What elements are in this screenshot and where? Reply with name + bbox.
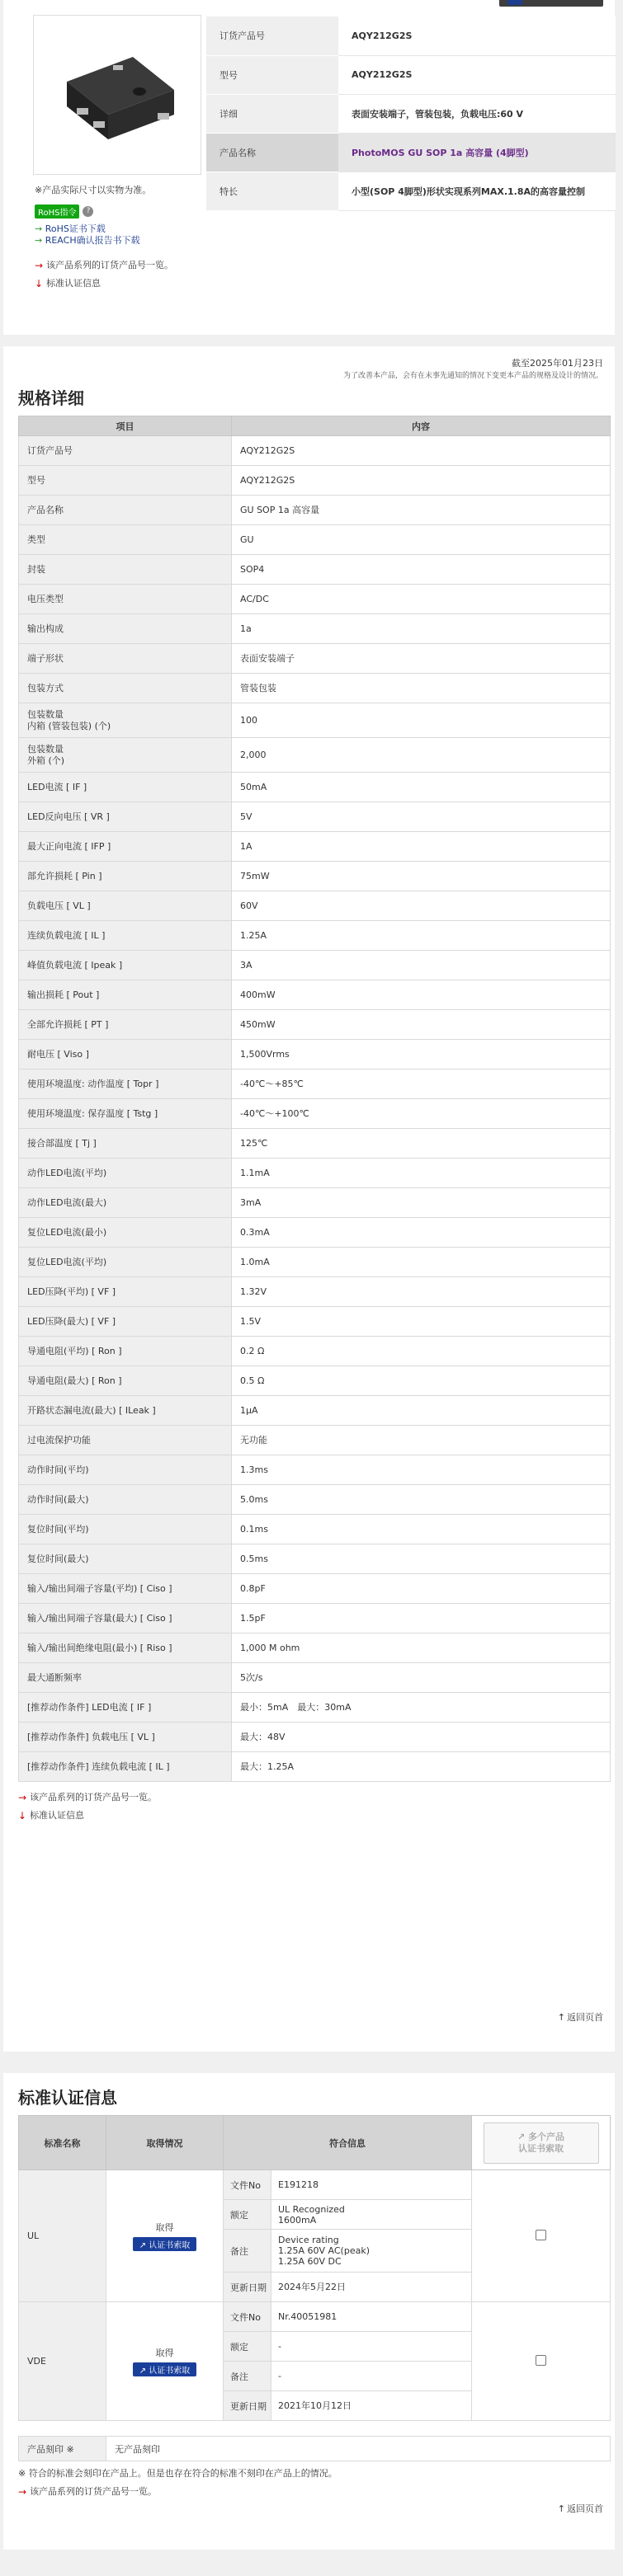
- cert-info-value: 2021年10月12日: [271, 2391, 472, 2421]
- spec-note: 为了改善本产品，会有在未事先通知的情况下变更本产品的规格及设计的情况。: [342, 372, 603, 380]
- spec-row: [19, 1040, 611, 1069]
- spec-row: [19, 1604, 611, 1634]
- spec-value: AQY212G2S: [232, 466, 611, 496]
- spec-label: 端子形状: [19, 644, 232, 674]
- spec-row: [19, 1485, 611, 1515]
- spec-value: SOP4: [232, 555, 611, 585]
- spec-value: 400mW: [232, 980, 611, 1010]
- spec-label: 复位LED电流(平均): [19, 1248, 232, 1277]
- spec-label: [推荐动作条件] 负载电压 [ VL ]: [19, 1723, 232, 1752]
- cert-name: UL: [19, 2170, 106, 2302]
- spec-value: 无功能: [232, 1426, 611, 1455]
- spec-value: 表面安装端子: [232, 644, 611, 674]
- spec-row: [19, 1723, 611, 1752]
- cert-info-value: -: [271, 2362, 472, 2391]
- cert-status-text: 取得: [155, 2222, 174, 2233]
- summary-label: 特长: [206, 172, 338, 210]
- spec-row: [19, 738, 611, 773]
- spec-row: [19, 1129, 611, 1159]
- spec-value: 0.2 Ω: [232, 1337, 611, 1366]
- spec-row: [19, 525, 611, 555]
- series-list-link[interactable]: → 该产品系列的订货产品号一览。: [35, 256, 198, 275]
- summary-label: 详细: [206, 94, 338, 133]
- spec-label: 型号: [19, 466, 232, 496]
- relay-chip-image: [34, 16, 202, 176]
- spec-value: 1,000 M ohm: [232, 1634, 611, 1663]
- spec-row: [19, 1069, 611, 1099]
- spec-value: GU SOP 1a 高容量: [232, 496, 611, 525]
- cert-info-value: E191218: [271, 2170, 472, 2200]
- external-link-icon: ↗: [139, 2367, 149, 2376]
- arrow-right-icon: →: [18, 2486, 27, 2498]
- download-links: [35, 223, 198, 247]
- back-to-top-link[interactable]: ↑ 返回页首: [557, 2503, 603, 2514]
- spec-value: 最小：5mA 最大：30mA: [232, 1693, 611, 1723]
- spec-label: 动作时间(平均): [19, 1455, 232, 1485]
- summary-label: 订货产品号: [206, 16, 338, 55]
- spec-value: 50mA: [232, 773, 611, 802]
- arrow-right-icon: →: [35, 260, 44, 271]
- cert-info-label: 额定: [224, 2332, 271, 2362]
- cert-header-info: 符合信息: [224, 2116, 472, 2170]
- spec-row: [19, 921, 611, 951]
- cert-status-text: 取得: [155, 2348, 174, 2358]
- spec-value: 1.25A: [232, 921, 611, 951]
- spec-label: 订货产品号: [19, 436, 232, 466]
- spec-label: 开路状态漏电流(最大) [ ILeak ]: [19, 1396, 232, 1426]
- product-links: [35, 256, 198, 293]
- spec-label: LED压降(平均) [ VF ]: [19, 1277, 232, 1307]
- spec-value: AQY212G2S: [232, 436, 611, 466]
- summary-label: 产品名称: [206, 133, 338, 172]
- spec-row: [19, 1663, 611, 1693]
- spec-label: 全部允许损耗 [ PT ]: [19, 1010, 232, 1040]
- cert-status: [106, 2302, 224, 2421]
- spec-header-content: 内容: [232, 416, 611, 436]
- spec-value: 0.5 Ω: [232, 1366, 611, 1396]
- spec-links: [18, 1789, 615, 1825]
- spec-label: LED电流 [ IF ]: [19, 773, 232, 802]
- spec-value: 0.5ms: [232, 1544, 611, 1574]
- spec-row: [19, 802, 611, 832]
- spec-value: 1.5V: [232, 1307, 611, 1337]
- spec-label: 最大通断频率: [19, 1663, 232, 1693]
- cert-info-value: -: [271, 2332, 472, 2362]
- cert-links: [18, 2483, 615, 2501]
- spec-row: [19, 1366, 611, 1396]
- spec-row: [19, 1337, 611, 1366]
- product-header: [12, 0, 606, 335]
- spec-label: 使用环境温度: 动作温度 [ Topr ]: [19, 1069, 232, 1099]
- spec-label: 复位LED电流(最小): [19, 1218, 232, 1248]
- spec-row: [19, 1455, 611, 1485]
- spec-value: 5V: [232, 802, 611, 832]
- cert-title: 标准认证信息: [18, 2088, 117, 2108]
- spec-label: LED压降(最大) [ VF ]: [19, 1307, 232, 1337]
- spec-row: [19, 980, 611, 1010]
- spec-label: 连续负载电流 [ IL ]: [19, 921, 232, 951]
- spec-row: [19, 1188, 611, 1218]
- spec-row: [19, 614, 611, 644]
- product-card: [3, 0, 615, 335]
- spec-row: [19, 644, 611, 674]
- spec-value: 3A: [232, 951, 611, 980]
- spec-label: 动作LED电流(最大): [19, 1188, 232, 1218]
- spec-label: 封装: [19, 555, 232, 585]
- spec-row: [19, 1574, 611, 1604]
- spec-label: 输入/输出间端子容量(平均) [ Ciso ]: [19, 1574, 232, 1604]
- spec-value: 1μA: [232, 1396, 611, 1426]
- spec-value: 1.1mA: [232, 1159, 611, 1188]
- cert-row: [19, 2302, 611, 2332]
- spec-value: 0.3mA: [232, 1218, 611, 1248]
- arrow-right-icon: →: [35, 235, 43, 246]
- product-image: [33, 15, 201, 175]
- cert-header-action: [472, 2116, 611, 2170]
- spec-label: 包装方式: [19, 674, 232, 703]
- spec-label: [推荐动作条件] LED电流 [ IF ]: [19, 1693, 232, 1723]
- multi-cert-request-button[interactable]: ↗ 多个产品 认证书索取: [484, 2122, 599, 2164]
- spec-label: 过电流保护功能: [19, 1426, 232, 1455]
- spec-value: AC/DC: [232, 585, 611, 614]
- spec-label: 导通电阻(平均) [ Ron ]: [19, 1337, 232, 1366]
- summary-row: [206, 55, 616, 94]
- spec-value: 450mW: [232, 1010, 611, 1040]
- spec-value: 100: [232, 703, 611, 738]
- spec-row: [19, 1159, 611, 1188]
- spec-value: 5次/s: [232, 1663, 611, 1693]
- spec-row: [19, 891, 611, 921]
- spec-value: 1.3ms: [232, 1455, 611, 1485]
- summary-label: 型号: [206, 55, 338, 94]
- back-to-top-link[interactable]: ↑ 返回页首: [557, 2011, 603, 2023]
- arrow-up-icon: ↑: [557, 2011, 565, 2023]
- spec-value: 3mA: [232, 1188, 611, 1218]
- spec-value: -40℃～+85℃: [232, 1069, 611, 1099]
- cert-table: [18, 2115, 611, 2421]
- as-of-date: 截至2025年01月23日: [512, 358, 603, 369]
- spec-label: 产品名称: [19, 496, 232, 525]
- spec-label: 输入/输出间绝缘电阻(最小) [ Riso ]: [19, 1634, 232, 1663]
- spec-value: 最大：1.25A: [232, 1752, 611, 1782]
- cert-info-label: 备注: [224, 2362, 271, 2391]
- rohs-row: [35, 204, 198, 219]
- cert-select-cell: [472, 2302, 611, 2421]
- spec-label: 动作LED电流(平均): [19, 1159, 232, 1188]
- spec-value: 1,500Vrms: [232, 1040, 611, 1069]
- spec-label: 电压类型: [19, 585, 232, 614]
- spec-value: 60V: [232, 891, 611, 921]
- spec-label: 复位时间(平均): [19, 1515, 232, 1544]
- cert-info-value: Nr.40051981: [271, 2302, 472, 2332]
- external-link-icon: ↗: [139, 2241, 149, 2250]
- cert-header-name: 标准名称: [19, 2116, 106, 2170]
- cert-info-link[interactable]: ↓ 标准认证信息: [35, 275, 198, 293]
- arrow-right-icon: →: [18, 1792, 27, 1803]
- spec-row: [19, 466, 611, 496]
- marking-table: [18, 2436, 611, 2461]
- spec-row: [19, 1544, 611, 1574]
- spec-row: [19, 1099, 611, 1129]
- spec-value: 0.1ms: [232, 1515, 611, 1544]
- cert-name: VDE: [19, 2302, 106, 2421]
- spec-row: [19, 773, 611, 802]
- spec-table: [18, 416, 611, 1782]
- cert-info-label: 备注: [224, 2230, 271, 2273]
- marking-value: 无产品刻印: [106, 2437, 611, 2461]
- cert-select-cell: [472, 2170, 611, 2302]
- spec-value: 5.0ms: [232, 1485, 611, 1515]
- cert-info-value: 2024年5月22日: [271, 2273, 472, 2302]
- cert-request-label: 认证书索取: [149, 2241, 191, 2250]
- cert-info-label: 更新日期: [224, 2273, 271, 2302]
- cert-row: [19, 2170, 611, 2200]
- spec-value: 1.0mA: [232, 1248, 611, 1277]
- spec-label: 导通电阻(最大) [ Ron ]: [19, 1366, 232, 1396]
- summary-row: [206, 172, 616, 210]
- spec-label: 接合部温度 [ Tj ]: [19, 1129, 232, 1159]
- cert-info-label: 额定: [224, 2200, 271, 2230]
- spec-row: [19, 1218, 611, 1248]
- spec-row: [19, 1515, 611, 1544]
- arrow-up-icon: ↑: [557, 2503, 565, 2514]
- cert-request-label: 认证书索取: [149, 2367, 191, 2376]
- series-list-link[interactable]: → 该产品系列的订货产品号一览。: [18, 2483, 615, 2501]
- spec-row: [19, 585, 611, 614]
- spec-row: [19, 1248, 611, 1277]
- spec-label: 输入/输出间端子容量(最大) [ Ciso ]: [19, 1604, 232, 1634]
- spec-row: [19, 496, 611, 525]
- spec-value: -40℃～+100℃: [232, 1099, 611, 1129]
- spec-value: 管装包装: [232, 674, 611, 703]
- external-link-icon: ↗: [517, 2131, 526, 2142]
- product-summary-table: [206, 16, 616, 211]
- arrow-down-icon: ↓: [35, 278, 44, 289]
- cert-status: [106, 2170, 224, 2302]
- cert-info-value: Device rating 1.25A 60V AC(peak) 1.25A 60V DC: [271, 2230, 472, 2273]
- series-list-link[interactable]: → 该产品系列的订货产品号一览。: [18, 1789, 615, 1807]
- cert-info-value: UL Recognized 1600mA: [271, 2200, 472, 2230]
- spec-label: 包装数量 内箱 (管装包装) (个): [19, 703, 232, 738]
- spec-row: [19, 1396, 611, 1426]
- cert-section: [3, 2073, 615, 2550]
- marking-label: 产品刻印 ※: [19, 2437, 106, 2461]
- spec-row: [19, 951, 611, 980]
- spec-row: [19, 1752, 611, 1782]
- spec-title: 规格详细: [18, 388, 84, 408]
- spec-value: 1.32V: [232, 1277, 611, 1307]
- rohs-badge[interactable]: RoHS指令: [35, 204, 79, 219]
- spec-label: 类型: [19, 525, 232, 555]
- spec-label: 最大正向电流 [ IFP ]: [19, 832, 232, 862]
- cert-request-button[interactable]: [133, 2237, 197, 2251]
- spec-value: 1.5pF: [232, 1604, 611, 1634]
- help-icon[interactable]: ?: [83, 206, 93, 217]
- summary-row: [206, 133, 616, 172]
- spec-section: [3, 346, 615, 2052]
- spec-value: 125℃: [232, 1129, 611, 1159]
- summary-value[interactable]: PhotoMOS GU SOP 1a 高容量 (4脚型): [338, 133, 616, 172]
- rohs-download-link[interactable]: → RoHS证书下载: [35, 223, 106, 234]
- spec-value: 0.8pF: [232, 1574, 611, 1604]
- spec-label: 输出构成: [19, 614, 232, 644]
- spec-row: [19, 703, 611, 738]
- arrow-right-icon: →: [35, 223, 43, 234]
- reach-download-link[interactable]: → REACH确认报告书下载: [35, 235, 140, 246]
- spec-row: [19, 862, 611, 891]
- spec-row: [19, 1010, 611, 1040]
- spec-value: 2,000: [232, 738, 611, 773]
- cert-info-label: 文件No: [224, 2170, 271, 2200]
- spec-label: 峰值负载电流 [ Ipeak ]: [19, 951, 232, 980]
- spec-row: [19, 832, 611, 862]
- spec-row: [19, 1634, 611, 1663]
- spec-row: [19, 1426, 611, 1455]
- summary-value: 小型(SOP 4脚型)形状实现系列MAX.1.8A的高容量控制: [338, 172, 616, 210]
- spec-row: [19, 1307, 611, 1337]
- spec-label: LED反向电压 [ VR ]: [19, 802, 232, 832]
- cert-info-label: 文件No: [224, 2302, 271, 2332]
- spec-label: 使用环境温度: 保存温度 [ Tstg ]: [19, 1099, 232, 1129]
- summary-value: 表面安装端子，管装包装，负载电压:60 V: [338, 94, 616, 133]
- product-left: [12, 15, 198, 335]
- spec-label: [推荐动作条件] 连续负载电流 [ IL ]: [19, 1752, 232, 1782]
- spec-header-item: 项目: [19, 416, 232, 436]
- summary-row: [206, 94, 616, 133]
- spec-row: [19, 1693, 611, 1723]
- spec-label: 复位时间(最大): [19, 1544, 232, 1574]
- spec-row: [19, 555, 611, 585]
- spec-value: 1a: [232, 614, 611, 644]
- marking-note: ※ 符合的标准会刻印在产品上。但是也存在符合的标准不刻印在产品上的情况。: [18, 2468, 337, 2479]
- cert-info-label: 更新日期: [224, 2391, 271, 2421]
- spec-label: 耐电压 [ Viso ]: [19, 1040, 232, 1069]
- spec-label: 部允许损耗 [ Pin ]: [19, 862, 232, 891]
- cert-select-checkbox[interactable]: [536, 2230, 546, 2240]
- cert-info-link[interactable]: ↓ 标准认证信息: [18, 1807, 615, 1825]
- spec-value: 75mW: [232, 862, 611, 891]
- spec-value: 1A: [232, 832, 611, 862]
- image-note: ※产品实际尺寸以实物为准。: [35, 185, 152, 195]
- spec-label: 输出损耗 [ Pout ]: [19, 980, 232, 1010]
- spec-label: 包装数量 外箱 (个): [19, 738, 232, 773]
- cert-request-button[interactable]: [133, 2362, 197, 2376]
- spec-label: 动作时间(最大): [19, 1485, 232, 1515]
- spec-value: GU: [232, 525, 611, 555]
- spec-row: [19, 1277, 611, 1307]
- spec-label: 负载电压 [ VL ]: [19, 891, 232, 921]
- arrow-down-icon: ↓: [18, 1810, 27, 1822]
- summary-value: AQY212G2S: [338, 55, 616, 94]
- summary-row: [206, 16, 616, 55]
- summary-value: AQY212G2S: [338, 16, 616, 55]
- spec-value: 最大：48V: [232, 1723, 611, 1752]
- cert-select-checkbox[interactable]: [536, 2355, 546, 2366]
- spec-row: [19, 674, 611, 703]
- spec-row: [19, 436, 611, 466]
- cert-header-status: 取得情况: [106, 2116, 224, 2170]
